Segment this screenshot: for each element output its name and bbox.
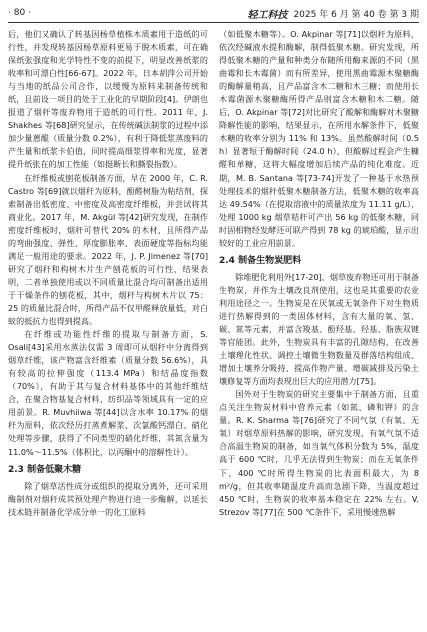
paragraph: 在纤维或功能性纤维的提取与制备方面，S. Osali[43]采用水蒸法仅需 3 周即可从烟秆中分离得到烟草纤维，该产物富含纤维素（质量分数 56.6%），具有较高的拉伸强度（113.4 MPa）和结晶度指数（70%），有助于其与复合材料基体中的其他纤维结合，在聚合物基复合材料、纺织品等领域具有一定的应用前景。R. Muvhiiwa 等[44]以含水率 10.17% 的烟秆为原料，依次经历打蒸煮解浆、次氯酸钙漂白、硝化处理等步骤，获得了不同类型的硝化纤维，其氮含量为 11.0%～11.5%（体积比，以丙酮中的溶解性计）。 xyxy=(8,329,208,457)
journal-logo: 轻工科技 xyxy=(247,9,288,21)
journal-info xyxy=(247,6,419,21)
issue-info: 2025 年 6 月 第 40 卷 第 3 期 xyxy=(293,9,419,20)
paragraph: 除了烟草活性成分或组织的提取分离外，还可采用酶制剂对烟秆成其预处理产物进行进一步酶解，以延长技术链并制备化学成分单一的化工原料 xyxy=(8,480,208,517)
paragraph: 在纤维板或刨花板制备方面，早在 2000 年，C. R. Castro 等[69]就以烟秆为原料，酚醛树脂为粘结剂，探索制备出低密度、中密度及高密度纤维板，并尝试将其商业化。2017 年，M. Akgül 等[42]研究发现，在制作密度纤维板时，烟秆可替代 20% 的木材，且所得产品的弯曲强度、弹性、厚度膨胀率、表面硬度等指标均能满足一般用途的要求。2022 年，J. P. Jimenez 等[70]研究了烟秆和构树木片生产刨花板的可行性，结果表明，二者单独使用或以不同质量比混合均可制备出适用于干燥条件的刨花板，其中，烟秆与构树木片以 75：25 的质量比混合时，所得产品不仅甲醛释放量低，对白蚁的抵抗力也得到提高。 xyxy=(8,172,208,327)
section-heading: 2.3 制备低聚木糖 xyxy=(8,464,82,475)
left-column xyxy=(8,28,208,519)
page-number: · 80 · xyxy=(8,8,31,18)
page-header xyxy=(8,4,419,23)
paragraph: 除堆肥化利用外[17-20]，烟草废弃物还可用于制备生物炭，并作为土壤改良剂使用，这也是其重要的农业利用途径之一。生物炭是在厌氧或无氧条件下对生物质进行热解得到的一类固体材料，含有大量的氧、氢、碳、氮等元素，并富含羧基、酚羟基、羟基、脂族双键等官能团。此外，生物炭具有丰富的孔隙结构，在改善土壤理化性状、调控土壤微生物数量及群落结构组成、增加土壤养分吸持、提高作物产量、增碳减排及污染土壤修复等方面均表现出巨大的应用潜力[75]。 xyxy=(219,271,419,387)
paragraph: 国外对于生物炭的研究主要集中于制备方面，且重点关注生物炭材料中营养元素（如氮、磷和钾）的含量。R. K. Sharma 等[76]研究了不同气氛（有氧、无氧）对烟草原料热解的影响，研究发现，有氧气氛不适合高温生物炭的制备，如当氧气体积分数为 5%，温度高于 600 ℃时，几乎无法得到生物炭；而在无氧条件下，400 ℃时所得生物炭的比表面积最大，为 8 m²/g，但其收率随温度升高而急剧下降，当温度超过 450 ℃时，生物炭的收率基本稳定在 22% 左右。V. Strezov 等[77]在 500 ℃条件下，采用慢速热解 xyxy=(219,389,419,517)
paragraph: （如低聚木糖等）。O. Akpinar 等[71]以烟秆为原料，依次经碱液水提和酶解，制得低聚木糖。研究发现，所得低聚木糖的产量和种类分布随所用酶来源的不同（黑曲霉和长木霉菌）而有所差异，使用黑曲霉源木聚糖酶的酶解量稍高，且产品富含木二糖和木三糖；而使用长木霉菌源木聚糖酶所得产品则富含木糖和木二糖。随后，O. Akpinar 等[72]对比研究了酸解和酶解对木聚糖降解性能的影响，结果显示，在所用水解条件下，低聚木糖的收率分别为 11% 和 13%。虽然酸解时间（0.5 h）显著短于酶解时间（24.0 h），但酸解过程会产生糠醛和单糖，这将大幅度增加后续产品的纯化难度。近期，M. B. Santana 等[73-74]开发了一种基于水热预处理技术的烟秆低聚木糖制备方法，低聚木糖的收率高达 49.54%（在提取溶液中的质量浓度为 11.11 g/L），处理 1000 kg 烟草秸秆可产出 56 kg 的低聚木糖，同时固相物经发酵还可联产得到 78 kg 的琥珀酸，显示出较好的工业应用前景。 xyxy=(219,29,419,248)
section-heading: 2.4 制备生物炭肥料 xyxy=(219,255,302,266)
right-column xyxy=(219,28,419,519)
paragraph: 后，他们又确认了转基因杨草植株木质素用于造纸的可行性，并发现转基因杨草原料更易于脱木质素，可在确保纸张强度和光学特性不变的前提下，明显改善纸浆的收率和可漂白性[66-67]。2022 年，日本胡萍公司开始与当地的纸品公司合作，以缓慢为原料来制备传统和纸，且前设一项目的处于工业化的早期阶段[4]。伊朗也报道了烟秆等废弃物用于造纸的可行性。2011 年，J. Shakhes 等[68]研究显示，在传统碱法制浆的过程中添加少量蒽醌（质量分数 0.2%），有利于降低浆蒸废料的产生量和纸浆卡伯值，同时提高细浆得率和光度，显著提升纸张在的加工性能（如挺断长和撕裂指数）。 xyxy=(8,29,208,170)
